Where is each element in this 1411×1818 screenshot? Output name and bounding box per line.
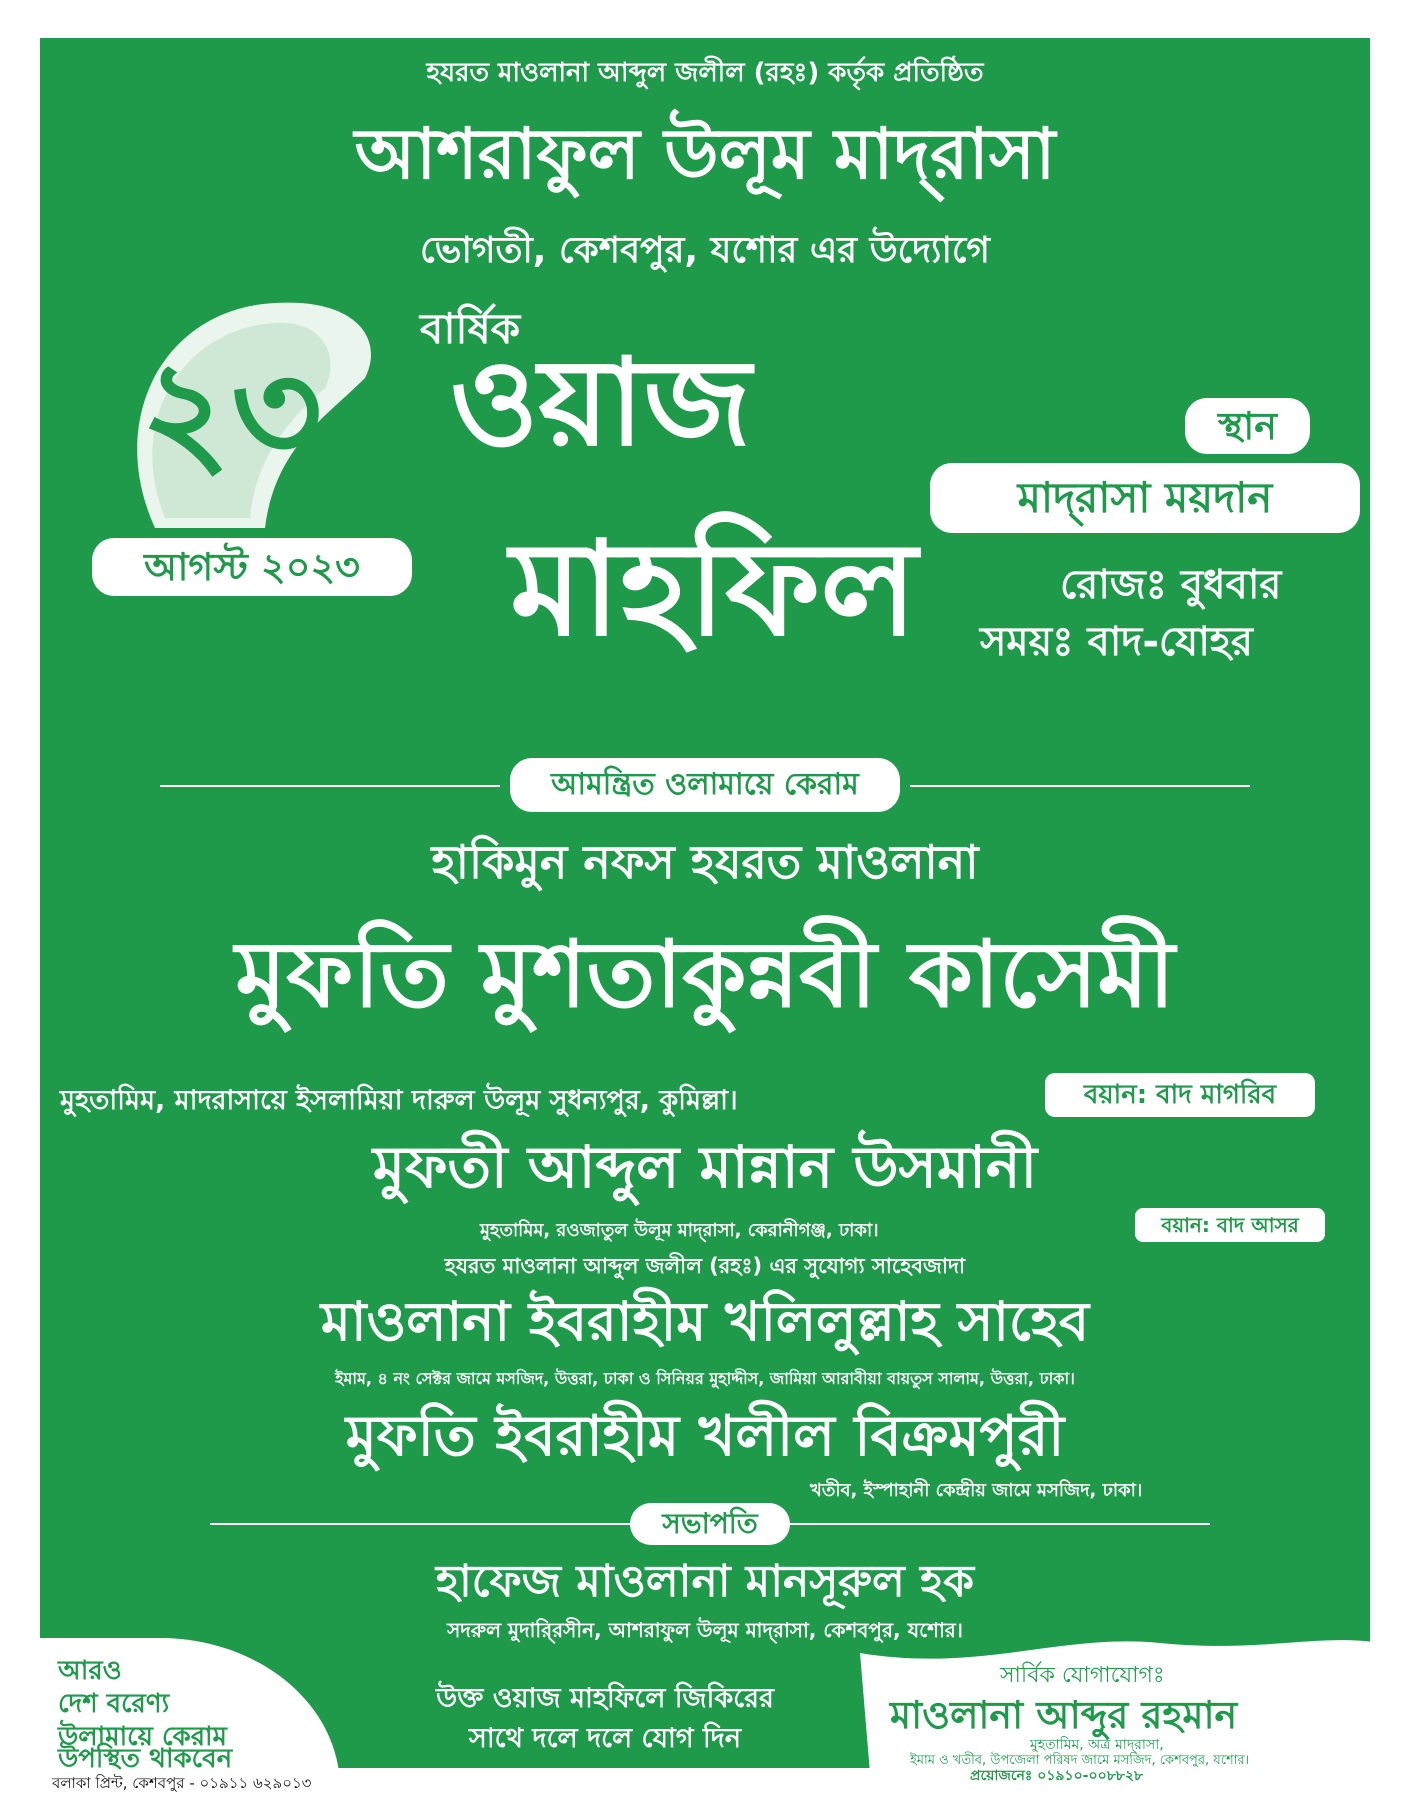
invited-heading: আমন্ত্রিত ওলামায়ে কেরাম [510,758,900,812]
contact-line-1: মুহতামিম, অত্র মাদ্‌রাসা, [1030,1737,1164,1753]
speaker-1-desc: মুহতামিম, মাদরাসায়ে ইসলামিয়া দারুল উলূম সুধন্যপুর, কুমিল্লা। [60,1085,738,1116]
speaker-3-prefix: হযরত মাওলানা আব্দুল জলীল (রহঃ) এর সুযোগ্য সাহেবজাদা [444,1254,966,1278]
month-year-badge: আগস্ট ২০২৩ [92,538,412,596]
speaker-4-name: মুফতি ইবরাহীম খলীল বিক্রমপুরী [345,1404,1065,1469]
madrasa-name: আশরাফুল উলূম মাদ্‌রাসা [354,113,1056,195]
location-line: ভোগতী, কেশবপুর, যশোর এর উদ্যোগে [420,230,990,271]
invite-line-1: উক্ত ওয়াজ মাহফিলে জিকিরের [436,1683,774,1714]
others-line-3: উলামায়ে কেরাম [58,1722,227,1752]
speaker-2-name: মুফতী আব্দুল মান্নান উসমানী [372,1133,1038,1201]
others-line-4: উপস্থিত থাকবেন [58,1744,233,1774]
date-number: ২৩ [140,331,323,494]
contact-label: সার্বিক যোগাযোগঃ [1000,1663,1165,1688]
speaker-2-bayan: বয়ান: বাদ আসর [1135,1208,1325,1242]
venue-label: স্থান [1185,398,1310,454]
divider-left [160,785,500,787]
president-divider-right [790,1523,1210,1525]
event-time: সময়ঃ বাদ-যোহর [980,619,1253,665]
event-title-waz: ওয়াজ [450,334,752,473]
contact-name: মাওলানা আব্দুর রহমান [890,1693,1238,1737]
founder-line: হযরত মাওলানা আব্দুল জলীল (রহঃ) কর্তৃক প্রতিষ্ঠিত [426,58,984,88]
speaker-1-bayan: বয়ান: বাদ মাগরিব [1045,1073,1315,1117]
contact-phone: প্রয়োজনেঃ ০১৯১০-০০৮৮২৮ [970,1768,1144,1784]
speaker-1-prefix: হাকিমুন নফস হযরত মাওলানা [431,835,979,889]
president-desc: সদরুল মুদারি্রসীন, আশরাফুল উলূম মাদ্‌রাসা, কেশবপুর, যশোর। [447,1618,963,1642]
divider-right [910,785,1250,787]
event-day: রোজঃ বুধবার [1060,562,1282,608]
president-name: হাফেজ মাওলানা মানসূরুল হক [435,1556,975,1607]
speaker-1-name: মুফতি মুশতাকুন্নবী কাসেমী [235,921,1175,1028]
speaker-2-desc: মুহতামিম, রওজাতুল উলূম মাদ্‌রাসা, কেরানীগঞ্জ, ঢাকা। [480,1220,879,1241]
venue-name: মাদ্‌রাসা ময়দান [930,463,1360,533]
invite-line-2: সাথে দলে দলে যোগ দিন [469,1723,741,1754]
event-title-mahfil: মাহফিল [510,513,918,665]
president-label: সভাপতি [630,1503,790,1545]
printer-credit: বলাকা প্রিন্ট, কেশবপুর - ০১৯১১ ৬২৯০১৩ [52,1774,312,1792]
speaker-3-desc: ইমাম, ৪ নং সেক্টর জামে মসজিদ, উত্তরা, ঢাকা ও সিনিয়র মুহাদ্দীস, জামিয়া আরাবীয়া বায়তুস সালাম, উত্তরা, ঢাকা। [335,1369,1075,1388]
annual-label: বার্ষিক [420,304,521,353]
speaker-3-name: মাওলানা ইবরাহীম খলিলুল্লাহ সাহেব [320,1290,1090,1353]
contact-line-2: ইমাম ও খতীব, উপজেলা পরিষদ জামে মসজিদ, কেশবপুর, যশোর। [910,1753,1250,1768]
speaker-4-desc: খতীব, ইস্পাহানী কেন্দ্রীয় জামে মসজিদ, ঢাকা। [810,1480,1143,1501]
others-line-2: দেশ বরেণ্য [58,1689,170,1719]
others-line-1: আরও [58,1656,122,1686]
president-divider-left [210,1523,630,1525]
